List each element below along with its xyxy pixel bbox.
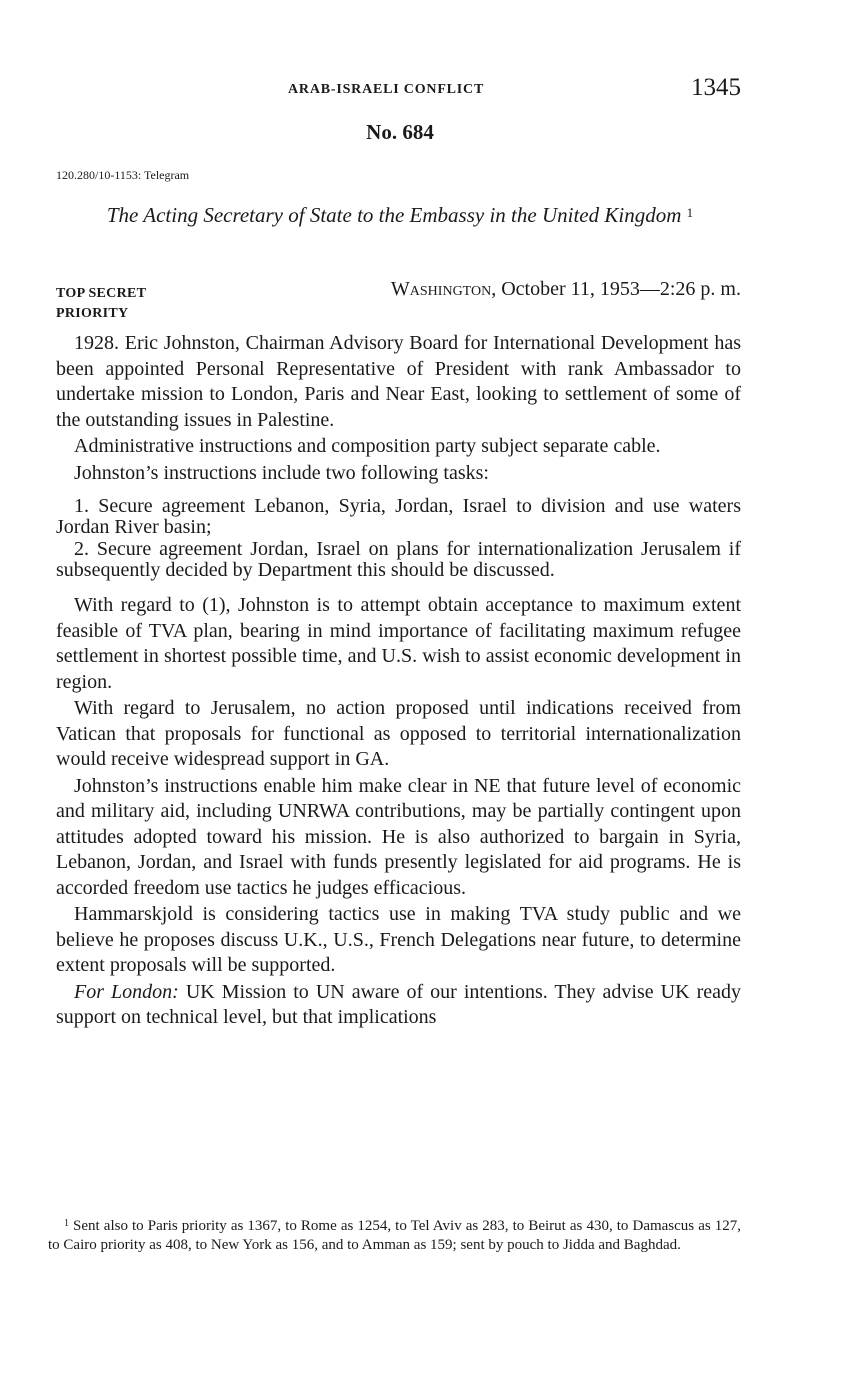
paragraph: With regard to Jerusalem, no action proposed until indications received from Vatican that proposals for functional as opposed to territorial internationalization would receive widespread support in GA.: [56, 697, 741, 770]
paragraph: Hammarskjold is considering tactics use in making TVA study public and we believe he proposes discuss U.K., U.S., French Delegations near future, to determine extent proposals will be supported.: [56, 903, 741, 976]
classification-priority: PRIORITY: [56, 306, 129, 321]
paragraph-for-london: [56, 980, 741, 1031]
paragraph: With regard to (1), Johnston is to attempt obtain acceptance to maximum extent feasible of TVA plan, bearing in mind importance of facilitating maximum refugee settlement in shortest possible time, and U.S. wish to assist economic development in region.: [56, 594, 741, 693]
running-title: ARAB-ISRAELI CONFLICT: [288, 82, 485, 97]
document-number: No. 684: [366, 120, 434, 144]
paragraph: Administrative instructions and composition party subject separate cable.: [74, 435, 661, 457]
footnote-number: 1: [64, 1218, 69, 1229]
file-reference: 120.280/10-1153: Telegram: [56, 168, 190, 182]
footnote: [48, 1214, 741, 1255]
dateline-time: October 11, 1953—2:26 p. m.: [496, 278, 741, 300]
dateline-place: Washington,: [390, 278, 497, 300]
footnote-marker: 1: [686, 205, 694, 220]
for-london-lead: For London:: [74, 980, 179, 1003]
classification-level: TOP SECRET: [56, 286, 147, 301]
heading-text: The Acting Secretary of State to the Embassy in the United Kingdom: [106, 203, 682, 227]
paragraph: 1928. Eric Johnston, Chairman Advisory Board for International Development has been appointed Personal Representative of President with rank Ambassador to undertake mission to London, Paris and Near East, looking to settlement of some of the outstanding issues in Palestine.: [56, 332, 741, 431]
dateline: [391, 278, 741, 301]
document-heading: [90, 200, 710, 228]
telegram-body: [56, 331, 741, 1032]
classification-block: [56, 284, 146, 324]
footnote-text: Sent also to Paris priority as 1367, to Rome as 1254, to Tel Aviv as 283, to Beirut as 430, to Damascus as 127, to Cairo priority as 408, to New York as 156, and to Amman as 159; sent by pouch to Jidda and Baghdad.: [48, 1218, 741, 1253]
list-item: 2. Secure agreement Jordan, Israel on plans for internationalization Jerusalem if subsequently decided by Department this should be discussed.: [56, 538, 741, 581]
paragraph: Johnston’s instructions include two following tasks:: [74, 461, 489, 484]
page-number: 1345: [691, 74, 741, 101]
task-list: [56, 496, 741, 581]
running-head: [0, 74, 861, 106]
for-london-text: UK Mission to UN aware of our intentions. They advise UK ready support on technical level, but that implications: [56, 980, 741, 1028]
list-item: 1. Secure agreement Lebanon, Syria, Jordan, Israel to division and use waters Jordan River basin;: [56, 495, 741, 538]
paragraph: Johnston’s instructions enable him make clear in NE that future level of economic and military aid, including UNRWA contributions, may be partially contingent upon attitudes adopted toward his mission. He is also authorized to bargain in Syria, Lebanon, Jordan, and Israel with funds presently legislated for aid programs. He is accorded freedom use tactics he judges efficacious.: [56, 774, 741, 899]
